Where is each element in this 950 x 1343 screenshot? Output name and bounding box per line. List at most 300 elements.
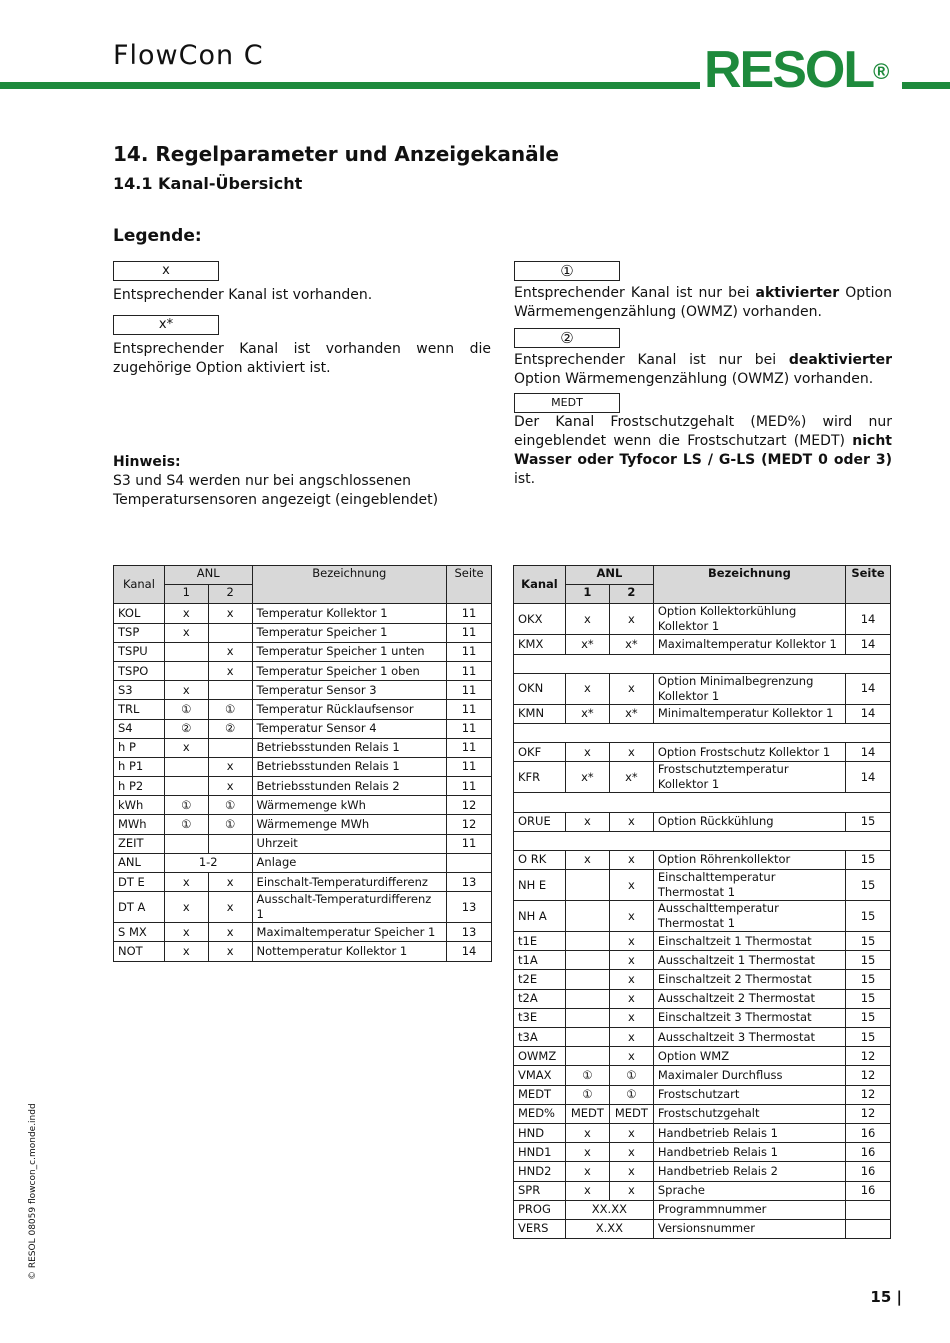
table-row xyxy=(114,700,492,719)
table-cell: Temperatur Rücklaufsensor xyxy=(252,700,446,719)
table-cell: 11 xyxy=(447,738,492,757)
table-cell: 12 xyxy=(846,1066,891,1085)
table-row xyxy=(514,1104,891,1123)
table-cell: O RK xyxy=(514,850,566,869)
table-cell: S3 xyxy=(114,681,165,700)
header-anl: ANL xyxy=(565,566,653,585)
table-row xyxy=(114,642,492,661)
table-cell xyxy=(565,932,609,951)
table-row xyxy=(114,834,492,853)
table-cell: x xyxy=(609,1028,653,1047)
table-cell: Maximaler Durchfluss xyxy=(653,1066,845,1085)
section-heading: 14. Regelparameter und Anzeigekanäle xyxy=(113,142,559,166)
table-cell: Nottemperatur Kollektor 1 xyxy=(252,942,446,961)
table-cell: x xyxy=(609,1162,653,1181)
table-cell: x* xyxy=(565,635,609,654)
table-cell: TSP xyxy=(114,623,165,642)
table-cell xyxy=(208,681,252,700)
table-cell: 11 xyxy=(447,834,492,853)
table-cell: t3E xyxy=(514,1008,566,1027)
table-cell: ① xyxy=(609,1066,653,1085)
table-cell: ① xyxy=(565,1066,609,1085)
table-cell: t1A xyxy=(514,951,566,970)
table-cell: x xyxy=(565,850,609,869)
table-cell: 14 xyxy=(447,942,492,961)
table-cell: Option WMZ xyxy=(653,1047,845,1066)
table-row xyxy=(514,1143,891,1162)
legend-text-x: Entsprechender Kanal ist vorhanden. xyxy=(113,287,373,303)
table-cell: x xyxy=(565,812,609,831)
table-cell: x xyxy=(164,892,208,923)
table-cell: 11 xyxy=(447,777,492,796)
table-cell: x xyxy=(164,738,208,757)
header-anl-2: 2 xyxy=(208,585,252,604)
legend-box-medt: MEDT xyxy=(514,393,620,413)
table-cell: 15 xyxy=(846,901,891,932)
table-cell: ① xyxy=(208,815,252,834)
table-row xyxy=(114,777,492,796)
table-cell: Option Minimalbegrenzung Kollektor 1 xyxy=(653,673,845,704)
note-text: S3 und S4 werden nur bei angschlossenen Temperatursensoren angezeigt (eingeblendet) xyxy=(113,473,439,508)
table-cell: x xyxy=(609,1143,653,1162)
table-cell xyxy=(565,970,609,989)
header-bar-right xyxy=(902,82,950,89)
table-cell: t1E xyxy=(514,932,566,951)
table-cell: Anlage xyxy=(252,853,446,872)
legend-box-x: x xyxy=(113,261,219,281)
table-cell: 12 xyxy=(846,1047,891,1066)
table-cell: 14 xyxy=(846,762,891,793)
table-cell: 14 xyxy=(846,604,891,635)
legend-text-xstar: Entsprechender Kanal ist vorhanden wenn die zugehörige Option aktiviert ist. xyxy=(113,341,491,376)
table-cell xyxy=(846,1219,891,1238)
table-cell: x xyxy=(609,1047,653,1066)
table-row xyxy=(114,815,492,834)
channel-table-right xyxy=(513,565,891,1239)
table-cell: x xyxy=(164,604,208,623)
table-cell: Frostschutztemperatur Kollektor 1 xyxy=(653,762,845,793)
table-cell: x xyxy=(164,923,208,942)
table-cell: x xyxy=(208,892,252,923)
table-cell: x xyxy=(609,1008,653,1027)
table-cell: t2A xyxy=(514,989,566,1008)
header-bezeichnung: Bezeichnung xyxy=(252,566,446,604)
table-cell: 12 xyxy=(846,1085,891,1104)
table-cell: NH E xyxy=(514,870,566,901)
table-cell: Ausschalttemperatur Thermostat 1 xyxy=(653,901,845,932)
table-cell: 14 xyxy=(846,673,891,704)
table-cell: h P2 xyxy=(114,777,165,796)
table-cell: x xyxy=(164,942,208,961)
table-cell: 13 xyxy=(447,892,492,923)
table-cell xyxy=(565,901,609,932)
table-cell: ① xyxy=(164,700,208,719)
table-cell: Option Kollektorkühlung Kollektor 1 xyxy=(653,604,845,635)
table-cell: x xyxy=(609,932,653,951)
resol-logo xyxy=(704,41,890,99)
table-row xyxy=(114,923,492,942)
note-title: Hinweis: xyxy=(113,454,181,470)
table-cell xyxy=(565,870,609,901)
table-cell: MEDT xyxy=(609,1104,653,1123)
table-cell: 11 xyxy=(447,681,492,700)
group-separator xyxy=(514,831,891,850)
table-cell: x xyxy=(208,777,252,796)
legend-text-circle2: Entsprechender Kanal ist nur bei deaktivierter Option Wärmemengenzählung (OWMZ) vorhanden. xyxy=(514,352,892,387)
table-cell: x xyxy=(609,812,653,831)
header-anl: ANL xyxy=(164,566,252,585)
section-subheading: 14.1 Kanal-Übersicht xyxy=(113,174,303,193)
table-cell: Option Röhrenkollektor xyxy=(653,850,845,869)
table-cell: SPR xyxy=(514,1181,566,1200)
table-cell xyxy=(565,1028,609,1047)
table-cell: x xyxy=(609,1181,653,1200)
header-anl-1: 1 xyxy=(164,585,208,604)
table-cell: Betriebsstunden Relais 2 xyxy=(252,777,446,796)
table-cell: x xyxy=(609,989,653,1008)
table-cell: Option Rückkühlung xyxy=(653,812,845,831)
logo-mark: ® xyxy=(873,59,890,84)
table-row xyxy=(514,812,891,831)
table-cell: Handbetrieb Relais 1 xyxy=(653,1143,845,1162)
table-cell: OKN xyxy=(514,673,566,704)
table-row xyxy=(514,1008,891,1027)
table-cell: Sprache xyxy=(653,1181,845,1200)
table-cell: ② xyxy=(208,719,252,738)
table-cell: X.XX xyxy=(565,1219,653,1238)
table-cell xyxy=(447,853,492,872)
table-cell: x xyxy=(565,1162,609,1181)
table-cell: x xyxy=(164,623,208,642)
table-cell: Handbetrieb Relais 2 xyxy=(653,1162,845,1181)
table-cell: Temperatur Kollektor 1 xyxy=(252,604,446,623)
channel-table-left xyxy=(113,565,492,962)
table-cell: 15 xyxy=(846,850,891,869)
table-cell: ORUE xyxy=(514,812,566,831)
table-row xyxy=(114,738,492,757)
table-row xyxy=(514,1181,891,1200)
table-cell xyxy=(565,951,609,970)
table-cell xyxy=(846,1200,891,1219)
table-cell: x xyxy=(164,873,208,892)
table-cell: 11 xyxy=(447,604,492,623)
group-separator xyxy=(514,654,891,673)
table-cell: 11 xyxy=(447,700,492,719)
table-cell: MEDT xyxy=(514,1085,566,1104)
table-cell: x xyxy=(208,642,252,661)
table-cell: 13 xyxy=(447,873,492,892)
table-cell: Temperatur Speicher 1 xyxy=(252,623,446,642)
table-cell: Wärmemenge kWh xyxy=(252,796,446,815)
header-anl-2: 2 xyxy=(609,585,653,604)
table-cell: Ausschaltzeit 2 Thermostat xyxy=(653,989,845,1008)
legend-text-medt: Der Kanal Frostschutzgehalt (MED%) wird nur eingeblendet wenn die Frostschutzart (MEDT) nicht Wasser oder Tyfocor LS / G-LS (MEDT 0 oder 3) ist. xyxy=(514,414,892,487)
table-cell: x xyxy=(208,942,252,961)
table-cell xyxy=(565,989,609,1008)
table-cell: 12 xyxy=(447,796,492,815)
table-cell: XX.XX xyxy=(565,1200,653,1219)
table-cell: ① xyxy=(164,815,208,834)
table-cell: ① xyxy=(164,796,208,815)
table-cell: x xyxy=(609,850,653,869)
table-row xyxy=(514,1047,891,1066)
table-cell: 16 xyxy=(846,1162,891,1181)
table-cell: 13 xyxy=(447,923,492,942)
table-cell xyxy=(208,738,252,757)
table-cell: 16 xyxy=(846,1123,891,1142)
table-cell: MED% xyxy=(514,1104,566,1123)
page-number: 15 | xyxy=(870,1288,902,1306)
table-cell: x xyxy=(609,870,653,901)
table-cell xyxy=(164,834,208,853)
table-cell xyxy=(164,777,208,796)
legend-title: Legende: xyxy=(113,226,202,246)
table-cell: x xyxy=(565,743,609,762)
table-cell xyxy=(164,757,208,776)
table-cell: x xyxy=(609,673,653,704)
table-row xyxy=(514,1162,891,1181)
table-row xyxy=(514,1123,891,1142)
table-cell xyxy=(164,642,208,661)
table-cell: Ausschaltzeit 3 Thermostat xyxy=(653,1028,845,1047)
table-cell xyxy=(565,1047,609,1066)
table-cell: ① xyxy=(609,1085,653,1104)
table-cell: Einschaltzeit 2 Thermostat xyxy=(653,970,845,989)
table-cell: x* xyxy=(565,762,609,793)
table-cell: x* xyxy=(609,635,653,654)
table-row xyxy=(514,1219,891,1238)
table-cell: Frostschutzgehalt xyxy=(653,1104,845,1123)
table-cell: 14 xyxy=(846,635,891,654)
table-cell: DT E xyxy=(114,873,165,892)
table-row xyxy=(514,1066,891,1085)
table-row xyxy=(514,1200,891,1219)
table-cell: 15 xyxy=(846,932,891,951)
table-row xyxy=(514,970,891,989)
table-row xyxy=(514,1085,891,1104)
table-cell: Option Frostschutz Kollektor 1 xyxy=(653,743,845,762)
header-seite: Seite xyxy=(447,566,492,604)
table-cell: 15 xyxy=(846,951,891,970)
group-separator xyxy=(514,723,891,742)
table-cell: Minimaltemperatur Kollektor 1 xyxy=(653,704,845,723)
table-cell: x* xyxy=(565,704,609,723)
logo-text: RESOL xyxy=(704,41,874,99)
table-row xyxy=(114,873,492,892)
header-bezeichnung: Bezeichnung xyxy=(653,566,845,604)
table-cell: Handbetrieb Relais 1 xyxy=(653,1123,845,1142)
table-cell: Versionsnummer xyxy=(653,1219,845,1238)
table-row xyxy=(514,989,891,1008)
table-cell: Maximaltemperatur Kollektor 1 xyxy=(653,635,845,654)
table-cell: NOT xyxy=(114,942,165,961)
table-cell: 14 xyxy=(846,743,891,762)
table-cell: TSPO xyxy=(114,661,165,680)
table-cell: 16 xyxy=(846,1181,891,1200)
table-cell: S4 xyxy=(114,719,165,738)
table-row xyxy=(514,762,891,793)
table-cell: x xyxy=(609,901,653,932)
table-row xyxy=(114,719,492,738)
table-cell: h P xyxy=(114,738,165,757)
table-cell: x xyxy=(565,1143,609,1162)
table-cell: 11 xyxy=(447,661,492,680)
table-cell: x* xyxy=(609,762,653,793)
table-row xyxy=(514,635,891,654)
table-cell: ZEIT xyxy=(114,834,165,853)
table-row xyxy=(514,901,891,932)
table-cell: Einschaltzeit 3 Thermostat xyxy=(653,1008,845,1027)
table-cell: x xyxy=(565,673,609,704)
table-cell: x xyxy=(208,661,252,680)
table-row xyxy=(114,796,492,815)
table-cell: OKF xyxy=(514,743,566,762)
table-cell: x xyxy=(609,743,653,762)
table-cell: x xyxy=(208,604,252,623)
table-cell: 14 xyxy=(846,704,891,723)
table-cell: Wärmemenge MWh xyxy=(252,815,446,834)
table-row xyxy=(114,604,492,623)
table-cell: ① xyxy=(208,796,252,815)
table-row xyxy=(514,704,891,723)
table-cell: KOL xyxy=(114,604,165,623)
table-row xyxy=(514,743,891,762)
legend-box-circle2: ② xyxy=(514,328,620,348)
table-cell: Uhrzeit xyxy=(252,834,446,853)
table-cell: Ausschaltzeit 1 Thermostat xyxy=(653,951,845,970)
table-cell: Temperatur Sensor 4 xyxy=(252,719,446,738)
table-cell: Einschalttemperatur Thermostat 1 xyxy=(653,870,845,901)
table-row xyxy=(514,850,891,869)
table-cell: HND xyxy=(514,1123,566,1142)
header-bar xyxy=(0,82,700,89)
table-cell: x xyxy=(208,923,252,942)
table-cell: TRL xyxy=(114,700,165,719)
legend-box-circle1: ① xyxy=(514,261,620,281)
brand-title: FlowCon C xyxy=(113,40,264,71)
table-cell: x xyxy=(208,757,252,776)
table-row xyxy=(114,661,492,680)
table-cell: x xyxy=(609,970,653,989)
table-cell: kWh xyxy=(114,796,165,815)
header-kanal: Kanal xyxy=(114,566,165,604)
table-cell: DT A xyxy=(114,892,165,923)
table-cell: x xyxy=(208,873,252,892)
table-cell: 11 xyxy=(447,642,492,661)
table-cell: x* xyxy=(609,704,653,723)
table-cell: Temperatur Sensor 3 xyxy=(252,681,446,700)
table-cell: 15 xyxy=(846,1008,891,1027)
table-cell: x xyxy=(565,1181,609,1200)
legend-box-xstar: x* xyxy=(113,315,219,335)
table-cell: Einschaltzeit 1 Thermostat xyxy=(653,932,845,951)
table-cell: VMAX xyxy=(514,1066,566,1085)
header-kanal: Kanal xyxy=(514,566,566,604)
table-cell xyxy=(208,623,252,642)
table-cell: x xyxy=(565,1123,609,1142)
table-cell: x xyxy=(609,604,653,635)
table-cell: Programmnummer xyxy=(653,1200,845,1219)
table-row xyxy=(114,681,492,700)
side-note: © RESOL 08059 flowcon_c.monde.indd xyxy=(28,1103,38,1280)
table-row xyxy=(114,757,492,776)
table-cell: 15 xyxy=(846,812,891,831)
table-cell: 1-2 xyxy=(164,853,252,872)
table-cell: OWMZ xyxy=(514,1047,566,1066)
table-cell: t2E xyxy=(514,970,566,989)
table-cell: OKX xyxy=(514,604,566,635)
table-row xyxy=(114,853,492,872)
table-cell: 15 xyxy=(846,989,891,1008)
table-row xyxy=(114,942,492,961)
table-cell: KMN xyxy=(514,704,566,723)
table-cell: 11 xyxy=(447,757,492,776)
table-cell: PROG xyxy=(514,1200,566,1219)
table-cell: Ausschalt-Temperaturdifferenz 1 xyxy=(252,892,446,923)
table-cell: h P1 xyxy=(114,757,165,776)
table-cell: ① xyxy=(208,700,252,719)
table-row xyxy=(514,604,891,635)
table-cell xyxy=(164,661,208,680)
table-cell xyxy=(565,1008,609,1027)
table-cell: 12 xyxy=(846,1104,891,1123)
table-cell: 15 xyxy=(846,1028,891,1047)
table-cell: HND2 xyxy=(514,1162,566,1181)
table-cell: VERS xyxy=(514,1219,566,1238)
table-cell: ② xyxy=(164,719,208,738)
table-cell: ① xyxy=(565,1085,609,1104)
table-cell: Maximaltemperatur Speicher 1 xyxy=(252,923,446,942)
header-seite: Seite xyxy=(846,566,891,604)
table-cell: Frostschutzart xyxy=(653,1085,845,1104)
table-cell: KFR xyxy=(514,762,566,793)
table-cell: NH A xyxy=(514,901,566,932)
table-row xyxy=(514,1028,891,1047)
table-cell: ANL xyxy=(114,853,165,872)
table-cell: Betriebsstunden Relais 1 xyxy=(252,738,446,757)
table-cell: S MX xyxy=(114,923,165,942)
legend-text-circle1: Entsprechender Kanal ist nur bei aktivierter Option Wärmemengenzählung (OWMZ) vorhanden. xyxy=(514,285,892,320)
table-row xyxy=(514,673,891,704)
table-cell: Temperatur Speicher 1 oben xyxy=(252,661,446,680)
table-cell: MEDT xyxy=(565,1104,609,1123)
table-row xyxy=(514,932,891,951)
table-cell: 15 xyxy=(846,970,891,989)
table-cell: MWh xyxy=(114,815,165,834)
table-row xyxy=(514,951,891,970)
table-cell: x xyxy=(565,604,609,635)
table-cell: x xyxy=(609,1123,653,1142)
table-row xyxy=(114,623,492,642)
table-cell: 16 xyxy=(846,1143,891,1162)
table-cell: x xyxy=(609,951,653,970)
table-cell: x xyxy=(164,681,208,700)
header-anl-1: 1 xyxy=(565,585,609,604)
table-cell: 11 xyxy=(447,623,492,642)
table-cell xyxy=(208,834,252,853)
table-cell: t3A xyxy=(514,1028,566,1047)
group-separator xyxy=(514,793,891,812)
table-cell: HND1 xyxy=(514,1143,566,1162)
table-row xyxy=(114,892,492,923)
table-cell: Einschalt-Temperaturdifferenz xyxy=(252,873,446,892)
table-cell: 11 xyxy=(447,719,492,738)
table-cell: 12 xyxy=(447,815,492,834)
table-cell: KMX xyxy=(514,635,566,654)
table-row xyxy=(514,870,891,901)
table-cell: Temperatur Speicher 1 unten xyxy=(252,642,446,661)
table-cell: TSPU xyxy=(114,642,165,661)
